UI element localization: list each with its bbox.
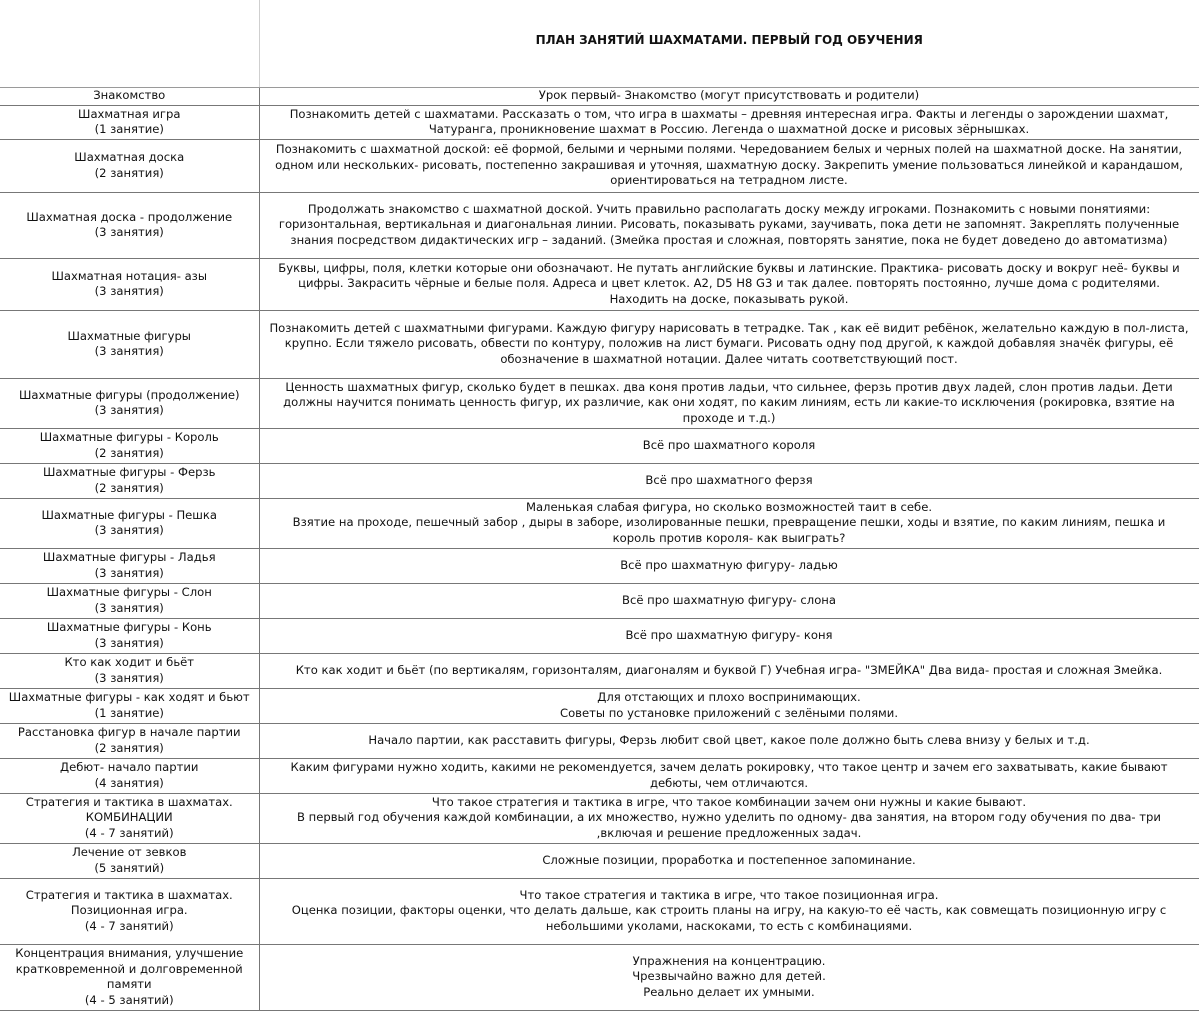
lesson-description-line: Чатуранга, проникновение шахмат в Россию. Легенда о шахматной доске и рисовых зёрнышках. bbox=[428, 122, 1030, 136]
lesson-description-line: цифры. Закрасить чёрные и белые поля. Адреса и цвет клеток. А2, D5 H8 G3 и так далее. повторять постоянно, лучше дома с родителями. bbox=[298, 276, 1160, 291]
lesson-count: (1 занятие) bbox=[94, 122, 164, 136]
lesson-count: (2 занятия) bbox=[94, 740, 164, 755]
lesson-description-line: Маленькая слабая фигура, но сколько возможностей таит в себе. bbox=[525, 499, 933, 514]
lesson-count: (5 занятий) bbox=[94, 860, 165, 875]
lesson-description-line: Всё про шахматную фигуру- ладью bbox=[620, 557, 838, 572]
lesson-row bbox=[0, 618, 1199, 653]
lesson-topic: Шахматная нотация- азы bbox=[51, 268, 208, 283]
lesson-description-cell bbox=[259, 192, 1199, 258]
lesson-topic: КОМБИНАЦИИ bbox=[85, 810, 173, 825]
lesson-description-cell bbox=[259, 653, 1199, 688]
lesson-topic-cell bbox=[0, 653, 259, 688]
lesson-topic: Стратегия и тактика в шахматах. bbox=[25, 794, 233, 809]
lesson-row bbox=[0, 843, 1199, 878]
lesson-topic-cell bbox=[0, 87, 259, 105]
page-title: ПЛАН ЗАНЯТИЙ ШАХМАТАМИ. ПЕРВЫЙ ГОД ОБУЧЕНИЯ bbox=[259, 0, 1199, 87]
lesson-description-line: небольшими уколами, наскоками, то есть с комбинациями. bbox=[545, 918, 913, 933]
lesson-topic-cell bbox=[0, 878, 259, 944]
lesson-description-line: Начало партии, как расставить фигуры, Ферзь любит свой цвет, какое поле должно быть слева внизу у белых и т.д. bbox=[368, 732, 1090, 747]
lesson-topic-cell bbox=[0, 378, 259, 428]
lesson-description-line: Кто как ходит и бьёт (по вертикалям, горизонталям, диагоналям и буквой Г) Учебная игра- "ЗМЕЙКА" Два вида- простая и сложная Змейка. bbox=[295, 662, 1163, 677]
lesson-description-cell bbox=[259, 878, 1199, 944]
lesson-row bbox=[0, 878, 1199, 944]
lesson-description-cell bbox=[259, 378, 1199, 428]
lesson-description-cell bbox=[259, 105, 1199, 139]
lesson-topic: Шахматные фигуры - Конь bbox=[46, 620, 212, 634]
lesson-description-line: дебюты, чем отличаются. bbox=[649, 775, 809, 790]
lesson-row bbox=[0, 105, 1199, 139]
title-left-cell bbox=[0, 0, 259, 87]
lesson-description-cell bbox=[259, 310, 1199, 378]
lesson-row bbox=[0, 258, 1199, 310]
lesson-description-cell bbox=[259, 548, 1199, 583]
lesson-row bbox=[0, 793, 1199, 843]
lesson-description-line: Оценка позиции, факторы оценки, что делать дальше, как строить планы на игру, на какую-то её часть, как совмещать позиционную игру с bbox=[291, 903, 1167, 918]
lesson-topic: Шахматная игра bbox=[78, 106, 181, 121]
lesson-description-line: Для отстающих и плохо воспринимающих. bbox=[597, 690, 861, 704]
lesson-description-line: ,включая и решение предложенных задач. bbox=[596, 825, 862, 840]
lesson-row bbox=[0, 428, 1199, 463]
lesson-description-line: Реально делает их умными. bbox=[643, 984, 815, 999]
lesson-description-line: король против короля- как выиграть? bbox=[612, 530, 846, 545]
lesson-description-cell bbox=[259, 944, 1199, 1010]
lesson-topic: Расстановка фигур в начале партии bbox=[17, 725, 241, 739]
lesson-topic: кратковременной и долговременной bbox=[15, 961, 243, 976]
lesson-row bbox=[0, 548, 1199, 583]
lesson-description-line: Буквы, цифры, поля, клетки которые они обозначают. Не путать английские буквы и латинские. Практика- рисовать доску и вокруг неё- буквы и bbox=[278, 260, 1180, 275]
lesson-description-line: В первый год обучения каждой комбинации, а их множество, нужно уделить по одному- два занятия, на втором году обучения по два- три bbox=[297, 810, 1161, 825]
lesson-topic-cell bbox=[0, 463, 259, 498]
lesson-topic-cell bbox=[0, 105, 259, 139]
lesson-count: (4 занятия) bbox=[94, 775, 164, 790]
lesson-topic: Лечение от зевков bbox=[72, 845, 187, 859]
lesson-description-cell bbox=[259, 758, 1199, 793]
lesson-topic: Шахматные фигуры - как ходят и бьют bbox=[8, 690, 250, 704]
lesson-topic: Дебют- начало партии bbox=[60, 760, 199, 774]
lesson-description-cell bbox=[259, 463, 1199, 498]
lesson-topic-cell bbox=[0, 139, 259, 192]
lesson-description-line: Советы по установке приложений с зелёными полями. bbox=[559, 705, 899, 720]
lesson-description-line: знания посредством дидактических игр – заданий. (Змейка простая и сложная, повторять занятие, пока не будет доведено до автоматизма) bbox=[290, 232, 1168, 247]
lesson-count: (2 занятия) bbox=[94, 445, 164, 460]
lesson-count: (4 - 5 занятий) bbox=[84, 992, 174, 1007]
lesson-description-line: Познакомить детей с шахматами. Рассказать о том, что игра в шахматы – древняя интересная игра. Факты и легенды о зарождении шахмат, bbox=[289, 106, 1169, 121]
lesson-count: (2 занятия) bbox=[94, 480, 164, 495]
lesson-description-line: одном или нескольких- рисовать, постепенно закрашивая и уточняя, шахматную доску. Закрепить умение пользоваться линейкой и карандашом, bbox=[275, 157, 1183, 172]
lesson-topic-cell bbox=[0, 758, 259, 793]
lesson-description-line: ориентироваться на тетрадном листе. bbox=[610, 173, 848, 188]
lesson-count: (3 занятия) bbox=[94, 344, 164, 358]
lesson-topic: Шахматная доска bbox=[74, 150, 185, 164]
lesson-row bbox=[0, 653, 1199, 688]
lesson-count: (3 занятия) bbox=[94, 403, 164, 417]
lesson-topic: Шахматные фигуры - Король bbox=[39, 430, 219, 444]
lesson-count: (3 занятия) bbox=[94, 635, 164, 650]
lesson-description-line: Взятие на проходе, пешечный забор , дыры в заборе, изолированные пешки, превращение пешки, ходы и взятие, по каким линиям, пешка и bbox=[292, 515, 1166, 530]
lesson-count: (3 занятия) bbox=[94, 523, 164, 537]
lesson-description-line: Ценность шахматных фигур, сколько будет в пешках. два коня против ладьи, что сильнее, ферзь против двух ладей, слон против ладьи. Дети bbox=[285, 379, 1173, 394]
lesson-count: (1 занятие) bbox=[94, 705, 164, 720]
lesson-description-line: Сложные позиции, проработка и постепенное запоминание. bbox=[542, 852, 916, 867]
lesson-topic: памяти bbox=[106, 977, 152, 991]
lesson-row bbox=[0, 139, 1199, 192]
lesson-topic: Шахматные фигуры (продолжение) bbox=[18, 387, 240, 402]
lesson-topic-cell bbox=[0, 723, 259, 758]
lesson-row bbox=[0, 378, 1199, 428]
lesson-description-cell bbox=[259, 583, 1199, 618]
lesson-count: (3 занятия) bbox=[94, 670, 164, 685]
lesson-description-line: горизонтальная, вертикальная и диагональная линии. Рисовать, показывать руками, заучивать, пока дети не запомнят. Закреплять полученные bbox=[278, 217, 1180, 232]
lesson-topic-cell bbox=[0, 688, 259, 723]
lesson-count: (3 занятия) bbox=[94, 225, 164, 239]
lesson-topic: Концентрация внимания, улучшение bbox=[15, 946, 244, 960]
lesson-description-line: Всё про шахматного короля bbox=[642, 437, 816, 452]
lesson-topic-cell bbox=[0, 498, 259, 548]
lesson-row bbox=[0, 463, 1199, 498]
lesson-count: (3 занятия) bbox=[94, 600, 164, 615]
lesson-count: (3 занятия) bbox=[94, 565, 164, 580]
lesson-description-cell bbox=[259, 793, 1199, 843]
lesson-description-cell bbox=[259, 723, 1199, 758]
lesson-description-line: Всё про шахматного ферзя bbox=[645, 472, 813, 487]
lesson-topic-cell bbox=[0, 548, 259, 583]
lesson-topic-cell bbox=[0, 843, 259, 878]
lesson-description-line: Что такое стратегия и тактика в игре, что такое позиционная игра. bbox=[519, 887, 939, 902]
lesson-description-line: Познакомить детей с шахматными фигурами. Каждую фигуру нарисовать в тетрадке. Так , как её видит ребёнок, желательно каждую в пол-листа, bbox=[269, 320, 1189, 335]
lesson-description-line: Упражнения на концентрацию. bbox=[632, 953, 826, 968]
lesson-row bbox=[0, 192, 1199, 258]
lesson-topic-cell bbox=[0, 258, 259, 310]
lesson-topic-cell bbox=[0, 192, 259, 258]
lesson-row bbox=[0, 498, 1199, 548]
lesson-topic-cell bbox=[0, 618, 259, 653]
lesson-row bbox=[0, 688, 1199, 723]
lesson-description-line: крупно. Если тяжело рисовать, обвести по контуру, положив на лист бумаги. Рисовать одну под другой, к каждой добавляя значёк фигуры, её bbox=[284, 336, 1174, 351]
lesson-description-line: должны научится понимать ценность фигур, их различие, как они ходят, по каким линиям, есть ли какие-то исключения (рокировка, взятие на bbox=[283, 395, 1175, 410]
lesson-row bbox=[0, 87, 1199, 105]
lesson-count: (3 занятия) bbox=[94, 284, 164, 298]
lesson-topic-cell bbox=[0, 583, 259, 618]
lesson-topic: Шахматная доска - продолжение bbox=[26, 209, 233, 224]
lesson-description-line: Урок первый- Знакомство (могут присутствовать и родители) bbox=[538, 88, 920, 103]
lesson-description-line: Чрезвычайно важно для детей. bbox=[632, 969, 826, 984]
lesson-description-line: Каким фигурами нужно ходить, какими не рекомендуется, зачем делать рокировку, что такое центр и зачем его захватывать, какие бывают bbox=[290, 760, 1168, 774]
lesson-description-cell bbox=[259, 428, 1199, 463]
lesson-topic: Кто как ходит и бьёт bbox=[64, 655, 195, 669]
lesson-description-cell bbox=[259, 87, 1199, 105]
lesson-description-line: Всё про шахматную фигуру- слона bbox=[622, 592, 836, 607]
lesson-count: (4 - 7 занятий) bbox=[84, 825, 174, 840]
lesson-description-cell bbox=[259, 498, 1199, 548]
lesson-description-line: Что такое стратегия и тактика в игре, что такое комбинации зачем они нужны и какие бывают. bbox=[431, 794, 1027, 809]
lesson-description-cell bbox=[259, 843, 1199, 878]
lesson-topic: Шахматные фигуры bbox=[67, 328, 191, 343]
lesson-row bbox=[0, 758, 1199, 793]
lesson-description-line: Находить на доске, показывать рукой. bbox=[609, 291, 849, 306]
lesson-row bbox=[0, 723, 1199, 758]
lesson-topic-cell bbox=[0, 310, 259, 378]
lesson-description-line: проходе и т.д.) bbox=[682, 410, 776, 425]
lesson-count: (4 - 7 занятий) bbox=[84, 918, 174, 933]
lesson-topic-cell bbox=[0, 793, 259, 843]
lesson-description-line: обозначение в шахматной нотации. Далее читать соответствующий пост. bbox=[500, 351, 958, 366]
lesson-topic: Позиционная игра. bbox=[70, 903, 188, 918]
lesson-topic: Знакомство bbox=[93, 88, 166, 103]
lesson-topic: Шахматные фигуры - Ферзь bbox=[43, 465, 216, 479]
lesson-description-cell bbox=[259, 258, 1199, 310]
title-row bbox=[0, 0, 1199, 87]
lesson-count: (2 занятия) bbox=[94, 165, 164, 180]
lesson-description-cell bbox=[259, 688, 1199, 723]
lesson-topic: Шахматные фигуры - Слон bbox=[46, 585, 212, 599]
lesson-row bbox=[0, 944, 1199, 1010]
lesson-row bbox=[0, 583, 1199, 618]
lesson-topic-cell bbox=[0, 944, 259, 1010]
lesson-topic-cell bbox=[0, 428, 259, 463]
lesson-description-line: Всё про шахматную фигуру- коня bbox=[625, 627, 833, 642]
lesson-topic: Стратегия и тактика в шахматах. bbox=[25, 887, 233, 902]
lesson-topic: Шахматные фигуры - Пешка bbox=[41, 507, 218, 522]
lesson-row bbox=[0, 310, 1199, 378]
lesson-description-cell bbox=[259, 139, 1199, 192]
lesson-description-cell bbox=[259, 618, 1199, 653]
lesson-topic: Шахматные фигуры - Ладья bbox=[42, 550, 216, 564]
lesson-description-line: Познакомить с шахматной доской: её формой, белыми и черными полями. Чередованием белых и черных полей на шахматной доске. На занятии, bbox=[275, 142, 1183, 157]
lesson-description-line: Продолжать знакомство с шахматной доской. Учить правильно располагать доску между игроками. Познакомить с новыми понятиями: bbox=[307, 201, 1151, 216]
